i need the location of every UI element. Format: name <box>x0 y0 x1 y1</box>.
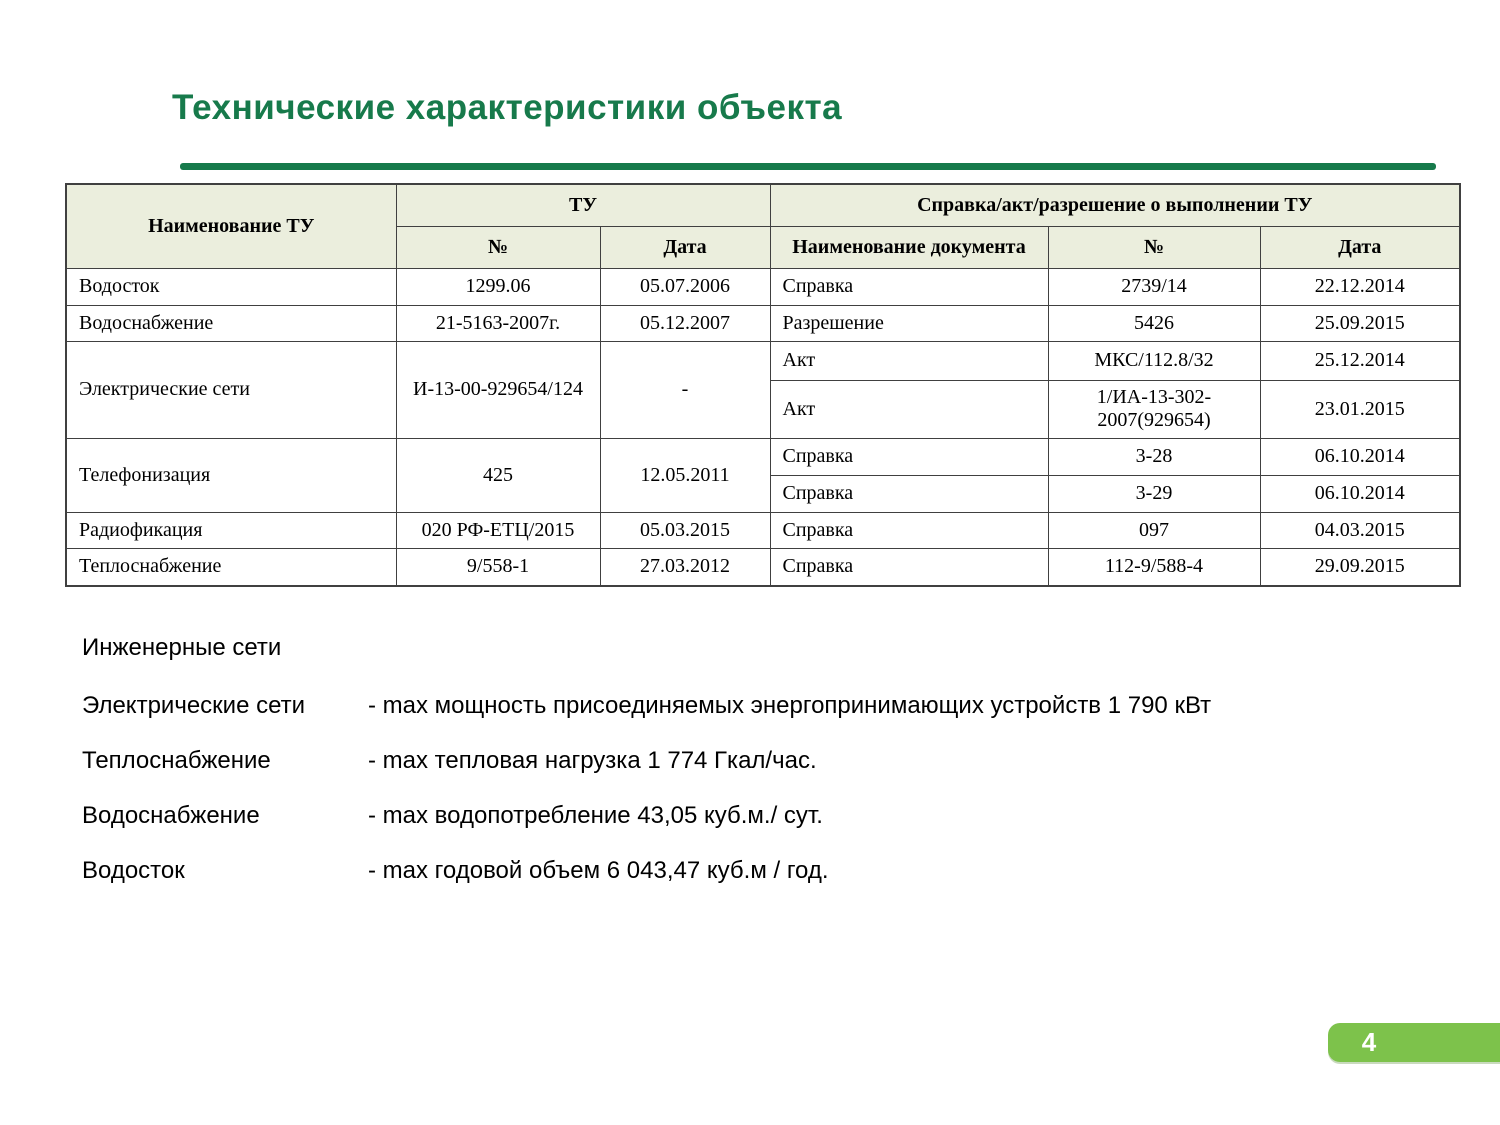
table-row <box>66 341 1460 380</box>
cell-doc-num: 112-9/588-4 <box>1048 548 1260 586</box>
cell-tu-num: И-13-00-929654/124 <box>396 341 600 438</box>
page-number: 4 <box>1361 1027 1377 1057</box>
header-tu-date: Дата <box>600 226 770 268</box>
table-row <box>66 305 1460 341</box>
list-item <box>82 858 1211 884</box>
table-row <box>66 512 1460 548</box>
cell-name: Теплоснабжение <box>66 548 396 586</box>
header-doc-num: № <box>1048 226 1260 268</box>
engineering-networks-notes <box>82 635 1211 913</box>
header-group-tu: ТУ <box>396 184 770 226</box>
cell-doc-num: 1/ИА-13-302-2007(929654) <box>1048 380 1260 438</box>
notes-heading: Инженерные сети <box>82 634 282 661</box>
cell-tu-date: 27.03.2012 <box>600 548 770 586</box>
note-text: - max водопотребление 43,05 куб.м./ сут. <box>368 802 823 829</box>
cell-doc-num: 3-28 <box>1048 438 1260 475</box>
cell-name: Электрические сети <box>66 341 396 438</box>
cell-doc-num: МКС/112.8/32 <box>1048 341 1260 380</box>
table-header-row-groups <box>66 184 1460 226</box>
note-label: Электрические сети <box>82 692 306 719</box>
note-text: - max мощность присоединяемых энергопринимающих устройств 1 790 кВт <box>368 692 1212 719</box>
cell-doc: Справка <box>770 438 1048 475</box>
list-item <box>82 748 1211 774</box>
note-text: - max годовой объем 6 043,47 куб.м / год. <box>368 857 829 884</box>
cell-name: Водосток <box>66 268 396 305</box>
list-item <box>82 693 1211 719</box>
cell-tu-num: 9/558-1 <box>396 548 600 586</box>
cell-doc-date: 06.10.2014 <box>1260 438 1460 475</box>
page-title: Технические характеристики объекта <box>172 88 843 127</box>
cell-doc: Справка <box>770 475 1048 512</box>
cell-doc: Справка <box>770 548 1048 586</box>
title-underline <box>180 163 1436 170</box>
header-doc-name: Наименование документа <box>770 226 1048 268</box>
cell-doc-num: 3-29 <box>1048 475 1260 512</box>
cell-doc-num: 2739/14 <box>1048 268 1260 305</box>
note-label: Теплоснабжение <box>82 747 271 774</box>
cell-doc: Разрешение <box>770 305 1048 341</box>
cell-tu-date: 12.05.2011 <box>600 438 770 512</box>
cell-doc: Акт <box>770 341 1048 380</box>
cell-doc-num: 5426 <box>1048 305 1260 341</box>
table-row <box>66 268 1460 305</box>
cell-doc: Справка <box>770 268 1048 305</box>
cell-tu-date: 05.12.2007 <box>600 305 770 341</box>
cell-tu-date: 05.03.2015 <box>600 512 770 548</box>
cell-doc-date: 23.01.2015 <box>1260 380 1460 438</box>
cell-doc-date: 22.12.2014 <box>1260 268 1460 305</box>
header-name-tu: Наименование ТУ <box>66 184 396 268</box>
cell-doc-date: 25.12.2014 <box>1260 341 1460 380</box>
cell-tu-num: 020 РФ-ЕТЦ/2015 <box>396 512 600 548</box>
table-row <box>66 438 1460 475</box>
table-row <box>66 548 1460 586</box>
cell-doc: Справка <box>770 512 1048 548</box>
cell-name: Водоснабжение <box>66 305 396 341</box>
note-label: Водосток <box>82 857 185 884</box>
list-item <box>82 803 1211 829</box>
cell-tu-num: 425 <box>396 438 600 512</box>
header-doc-date: Дата <box>1260 226 1460 268</box>
cell-name: Телефонизация <box>66 438 396 512</box>
cell-tu-date: - <box>600 341 770 438</box>
cell-doc-num: 097 <box>1048 512 1260 548</box>
note-text: - max тепловая нагрузка 1 774 Гкал/час. <box>368 747 817 774</box>
cell-doc: Акт <box>770 380 1048 438</box>
page-number-badge <box>1328 1023 1500 1062</box>
cell-doc-date: 25.09.2015 <box>1260 305 1460 341</box>
technical-conditions-table <box>65 183 1461 587</box>
cell-tu-num: 21-5163-2007г. <box>396 305 600 341</box>
cell-name: Радиофикация <box>66 512 396 548</box>
note-label: Водоснабжение <box>82 802 260 829</box>
cell-tu-num: 1299.06 <box>396 268 600 305</box>
cell-doc-date: 29.09.2015 <box>1260 548 1460 586</box>
cell-doc-date: 06.10.2014 <box>1260 475 1460 512</box>
header-group-doc: Справка/акт/разрешение о выполнении ТУ <box>770 184 1460 226</box>
header-tu-num: № <box>396 226 600 268</box>
cell-doc-date: 04.03.2015 <box>1260 512 1460 548</box>
cell-tu-date: 05.07.2006 <box>600 268 770 305</box>
